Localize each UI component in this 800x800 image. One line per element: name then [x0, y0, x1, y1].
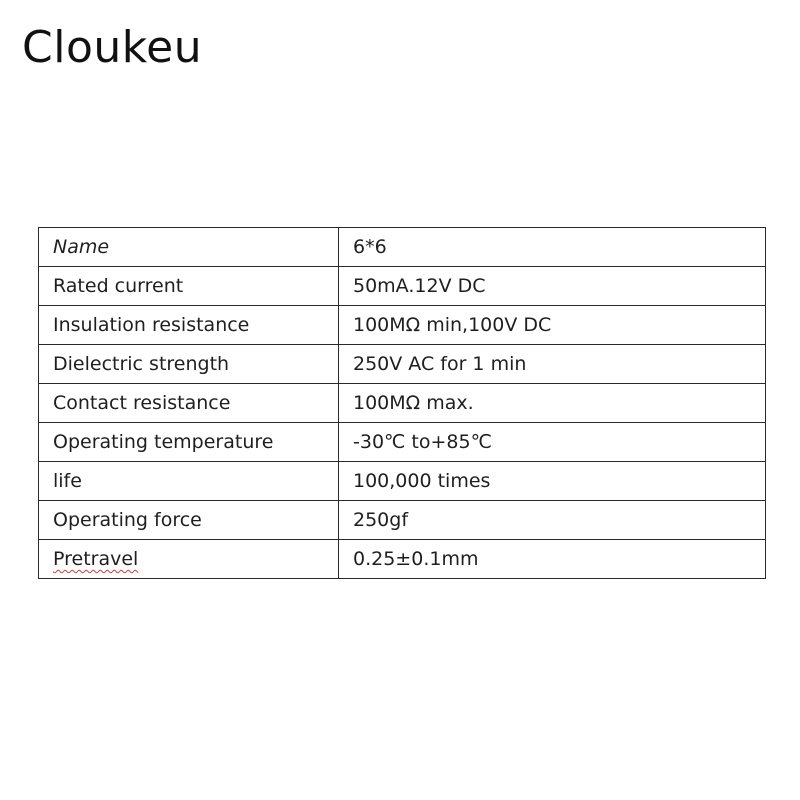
- spec-value-operating-temperature: -30℃ to+85℃: [339, 423, 766, 462]
- spec-value-contact-resistance: 100MΩ max.: [339, 384, 766, 423]
- spec-value-pretravel: 0.25±0.1mm: [339, 540, 766, 579]
- table-row: [39, 345, 766, 384]
- spec-label-name: Name: [39, 228, 339, 267]
- spec-value-life: 100,000 times: [339, 462, 766, 501]
- spec-label-operating-force: Operating force: [39, 501, 339, 540]
- spec-value-dielectric-strength: 250V AC for 1 min: [339, 345, 766, 384]
- spec-label-dielectric-strength: Dielectric strength: [39, 345, 339, 384]
- spec-label-rated-current: Rated current: [39, 267, 339, 306]
- spec-label-insulation-resistance: Insulation resistance: [39, 306, 339, 345]
- spec-value-name: 6*6: [339, 228, 766, 267]
- spec-value-rated-current: 50mA.12V DC: [339, 267, 766, 306]
- spec-label-contact-resistance: Contact resistance: [39, 384, 339, 423]
- spec-value-operating-force: 250gf: [339, 501, 766, 540]
- spec-label-operating-temperature: Operating temperature: [39, 423, 339, 462]
- table-row: [39, 384, 766, 423]
- table-row: [39, 501, 766, 540]
- spec-value-insulation-resistance: 100MΩ min,100V DC: [339, 306, 766, 345]
- table-row: [39, 228, 766, 267]
- spec-label-pretravel: Pretravel: [53, 548, 139, 570]
- spec-table: [38, 227, 766, 579]
- table-row: [39, 423, 766, 462]
- table-row: [39, 306, 766, 345]
- table-row: [39, 267, 766, 306]
- table-row: [39, 462, 766, 501]
- spec-label-pretravel-cell: [39, 540, 339, 579]
- brand-title: Cloukeu: [22, 22, 203, 73]
- table-row: [39, 540, 766, 579]
- spec-label-life: life: [39, 462, 339, 501]
